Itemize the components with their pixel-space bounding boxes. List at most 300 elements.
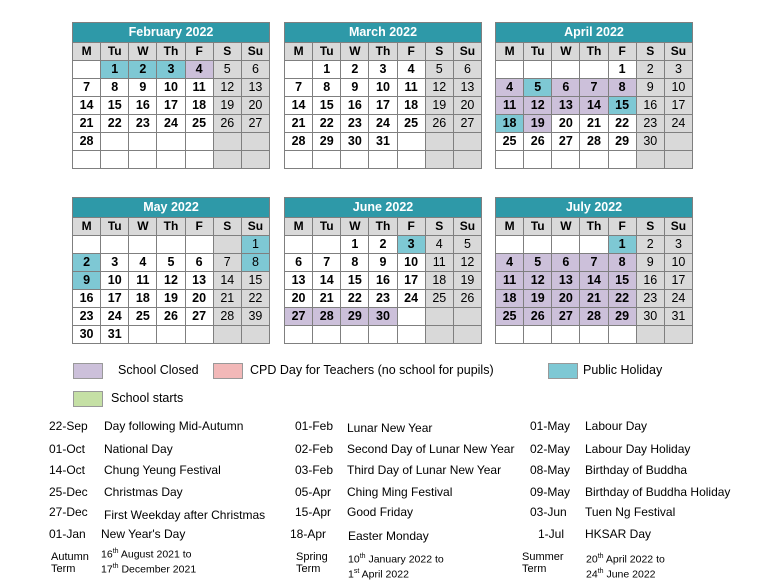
weekday-header: S [425, 218, 453, 236]
holiday-date: 09-May [530, 485, 571, 499]
empty-day-cell [496, 61, 524, 79]
day-cell: 23 [341, 115, 369, 133]
day-cell: 17 [101, 290, 129, 308]
empty-day-cell [453, 133, 481, 151]
holiday-name: Tuen Ng Festival [585, 505, 676, 519]
weekday-header: W [129, 218, 157, 236]
holiday-date: 03-Jun [530, 505, 567, 519]
day-cell: 1 [241, 236, 269, 254]
holiday-name: Good Friday [347, 505, 414, 519]
holiday-date: 01-Jan [49, 527, 86, 541]
term-spring-range [348, 551, 444, 580]
day-cell: 7 [580, 254, 608, 272]
holiday-name: Second Day of Lunar New Year [347, 442, 515, 456]
empty-day-cell [636, 326, 664, 344]
empty-day-cell [524, 236, 552, 254]
term-summer-range [586, 551, 665, 580]
empty-day-cell [397, 326, 425, 344]
empty-day-cell [580, 326, 608, 344]
day-cell: 23 [636, 115, 664, 133]
term-day: 1 [348, 568, 354, 580]
term-text: December 2021 [118, 563, 197, 575]
day-cell: 24 [369, 115, 397, 133]
day-cell: 24 [664, 115, 692, 133]
weekday-header: Th [580, 218, 608, 236]
empty-day-cell [524, 151, 552, 169]
empty-day-cell [313, 326, 341, 344]
day-cell: 26 [453, 290, 481, 308]
holiday-name: Christmas Day [104, 485, 183, 499]
day-cell: 9 [341, 79, 369, 97]
empty-day-cell [425, 133, 453, 151]
empty-day-cell [552, 151, 580, 169]
day-cell: 5 [157, 254, 185, 272]
term-suffix: th [112, 562, 119, 570]
day-cell: 6 [241, 61, 269, 79]
day-cell: 26 [157, 308, 185, 326]
holiday-date: 18-Apr [290, 527, 327, 541]
term-spring-label [296, 551, 328, 575]
legend-cpd-swatch [213, 363, 243, 379]
empty-day-cell [185, 236, 213, 254]
weekday-header: F [397, 43, 425, 61]
day-cell: 31 [101, 326, 129, 344]
day-cell: 1 [101, 61, 129, 79]
empty-day-cell [185, 326, 213, 344]
day-cell: 4 [496, 79, 524, 97]
empty-day-cell [524, 326, 552, 344]
day-cell: 21 [580, 115, 608, 133]
day-cell: 16 [636, 272, 664, 290]
term-label-line: Spring [296, 551, 328, 563]
day-cell: 14 [580, 272, 608, 290]
day-cell: 6 [552, 254, 580, 272]
weekday-header: W [341, 43, 369, 61]
day-cell: 30 [369, 308, 397, 326]
day-cell: 1 [608, 61, 636, 79]
day-cell: 2 [636, 61, 664, 79]
day-cell: 10 [397, 254, 425, 272]
day-cell: 22 [313, 115, 341, 133]
holiday-name: Third Day of Lunar New Year [347, 463, 502, 477]
day-cell: 27 [241, 115, 269, 133]
day-cell: 19 [213, 97, 241, 115]
day-cell: 16 [369, 272, 397, 290]
term-summer-label [522, 551, 564, 575]
holiday-name: Birthday of Buddha Holiday [585, 485, 731, 499]
day-cell: 1 [313, 61, 341, 79]
day-cell: 21 [580, 290, 608, 308]
day-cell: 11 [496, 97, 524, 115]
day-cell: 13 [552, 272, 580, 290]
legend-closed-label: School Closed [118, 363, 199, 377]
empty-day-cell [425, 326, 453, 344]
weekday-header: M [496, 43, 524, 61]
day-cell: 30 [73, 326, 101, 344]
month-table [284, 22, 482, 169]
day-cell: 26 [524, 308, 552, 326]
month-february [72, 22, 270, 169]
day-cell: 2 [341, 61, 369, 79]
day-cell: 27 [552, 133, 580, 151]
day-cell: 15 [341, 272, 369, 290]
weekday-header: Tu [313, 43, 341, 61]
day-cell: 5 [524, 254, 552, 272]
empty-day-cell [213, 133, 241, 151]
empty-day-cell [241, 326, 269, 344]
day-cell: 12 [524, 97, 552, 115]
day-cell: 7 [580, 79, 608, 97]
holiday-date: 01-Oct [49, 442, 86, 456]
day-cell: 25 [496, 133, 524, 151]
day-cell: 26 [524, 133, 552, 151]
day-cell: 27 [285, 308, 313, 326]
holiday-date: 08-May [530, 463, 571, 477]
day-cell: 17 [664, 97, 692, 115]
day-cell: 30 [636, 308, 664, 326]
empty-day-cell [129, 236, 157, 254]
day-cell: 21 [285, 115, 313, 133]
day-cell: 28 [580, 308, 608, 326]
empty-day-cell [636, 151, 664, 169]
day-cell: 20 [453, 97, 481, 115]
month-table [72, 197, 270, 344]
day-cell: 9 [369, 254, 397, 272]
month-july [495, 197, 693, 344]
empty-day-cell [453, 151, 481, 169]
empty-day-cell [285, 61, 313, 79]
day-cell: 2 [129, 61, 157, 79]
legend-cpd-label: CPD Day for Teachers (no school for pupils) [250, 363, 494, 377]
day-cell: 25 [129, 308, 157, 326]
legend-closed-swatch [73, 363, 103, 379]
day-cell: 14 [313, 272, 341, 290]
holiday-date: 15-Apr [295, 505, 332, 519]
day-cell: 24 [397, 290, 425, 308]
day-cell: 17 [664, 272, 692, 290]
empty-day-cell [101, 236, 129, 254]
month-table [284, 197, 482, 344]
term-day: 24 [586, 568, 598, 580]
day-cell: 18 [425, 272, 453, 290]
day-cell: 19 [425, 97, 453, 115]
day-cell: 7 [73, 79, 101, 97]
holiday-date: 02-Feb [295, 442, 334, 456]
empty-day-cell [425, 308, 453, 326]
empty-day-cell [524, 61, 552, 79]
holiday-name: HKSAR Day [585, 527, 652, 541]
weekday-header: F [608, 43, 636, 61]
day-cell: 23 [129, 115, 157, 133]
holiday-name: Birthday of Buddha [585, 463, 688, 477]
empty-day-cell [213, 236, 241, 254]
day-cell: 18 [185, 97, 213, 115]
weekday-header: S [636, 218, 664, 236]
empty-day-cell [341, 326, 369, 344]
day-cell: 28 [580, 133, 608, 151]
day-cell: 26 [425, 115, 453, 133]
day-cell: 3 [157, 61, 185, 79]
day-cell: 10 [369, 79, 397, 97]
day-cell: 22 [101, 115, 129, 133]
day-cell: 18 [496, 115, 524, 133]
empty-day-cell [285, 326, 313, 344]
empty-day-cell [101, 133, 129, 151]
empty-day-cell [453, 308, 481, 326]
term-suffix: th [112, 548, 119, 555]
empty-day-cell [285, 236, 313, 254]
day-cell: 24 [664, 290, 692, 308]
holiday-name: National Day [104, 442, 173, 456]
day-cell: 9 [636, 254, 664, 272]
empty-day-cell [608, 151, 636, 169]
day-cell: 2 [73, 254, 101, 272]
day-cell: 23 [369, 290, 397, 308]
empty-day-cell [73, 236, 101, 254]
term-label-line: Term [522, 563, 547, 575]
weekday-header: F [397, 218, 425, 236]
empty-day-cell [664, 326, 692, 344]
weekday-header: F [608, 218, 636, 236]
month-title: June 2022 [285, 198, 482, 218]
day-cell: 12 [213, 79, 241, 97]
weekday-header: M [496, 218, 524, 236]
month-june [284, 197, 482, 344]
day-cell: 3 [369, 61, 397, 79]
holiday-date: 03-Feb [295, 463, 334, 477]
day-cell: 1 [341, 236, 369, 254]
day-cell: 20 [185, 290, 213, 308]
day-cell: 8 [101, 79, 129, 97]
term-range-line [586, 566, 665, 581]
month-april [495, 22, 693, 169]
term-text: August 2021 to [118, 548, 192, 561]
day-cell: 3 [664, 236, 692, 254]
empty-day-cell [241, 151, 269, 169]
empty-day-cell [313, 236, 341, 254]
day-cell: 4 [496, 254, 524, 272]
weekday-header: Tu [313, 218, 341, 236]
day-cell: 5 [524, 79, 552, 97]
month-table [72, 22, 270, 169]
holiday-name: Labour Day [585, 419, 648, 433]
day-cell: 12 [157, 272, 185, 290]
day-cell: 8 [241, 254, 269, 272]
term-suffix: th [359, 553, 366, 560]
day-cell: 21 [313, 290, 341, 308]
day-cell: 27 [552, 308, 580, 326]
empty-day-cell [580, 236, 608, 254]
day-cell: 4 [129, 254, 157, 272]
term-autumn-range [101, 546, 196, 575]
weekday-header: W [129, 43, 157, 61]
day-cell: 7 [285, 79, 313, 97]
term-range-line [101, 546, 196, 561]
day-cell: 7 [313, 254, 341, 272]
holiday-name: New Year's Day [101, 527, 186, 541]
day-cell: 29 [313, 133, 341, 151]
weekday-header: S [636, 43, 664, 61]
day-cell: 3 [397, 236, 425, 254]
day-cell: 11 [185, 79, 213, 97]
day-cell: 10 [664, 254, 692, 272]
day-cell: 9 [73, 272, 101, 290]
empty-day-cell [101, 151, 129, 169]
holiday-date: 1-Jul [538, 527, 565, 541]
empty-day-cell [157, 236, 185, 254]
weekday-header: M [73, 43, 101, 61]
weekday-header: Tu [524, 43, 552, 61]
empty-day-cell [129, 151, 157, 169]
legend-holiday-label: Public Holiday [583, 363, 663, 377]
term-day: 10 [348, 553, 360, 566]
holiday-date: 27-Dec [49, 505, 88, 519]
legend-starts-label: School starts [111, 391, 184, 405]
day-cell: 2 [636, 236, 664, 254]
day-cell: 16 [341, 97, 369, 115]
empty-day-cell [552, 61, 580, 79]
day-cell: 19 [157, 290, 185, 308]
term-text: June 2022 [603, 568, 656, 580]
day-cell: 25 [397, 115, 425, 133]
weekday-header: W [552, 43, 580, 61]
day-cell: 17 [157, 97, 185, 115]
day-cell: 20 [241, 97, 269, 115]
empty-day-cell [241, 133, 269, 151]
day-cell: 29 [608, 133, 636, 151]
empty-day-cell [369, 151, 397, 169]
day-cell: 8 [608, 254, 636, 272]
day-cell: 9 [636, 79, 664, 97]
empty-day-cell [397, 133, 425, 151]
legend-starts-swatch [73, 391, 103, 407]
empty-day-cell [157, 151, 185, 169]
day-cell: 22 [241, 290, 269, 308]
day-cell: 6 [453, 61, 481, 79]
term-autumn-label [51, 551, 89, 575]
weekday-header: F [185, 43, 213, 61]
day-cell: 15 [313, 97, 341, 115]
month-title: March 2022 [285, 23, 482, 43]
legend-holiday-swatch [548, 363, 578, 379]
day-cell: 14 [213, 272, 241, 290]
empty-day-cell [580, 61, 608, 79]
weekday-header: S [213, 218, 241, 236]
day-cell: 18 [129, 290, 157, 308]
holiday-name: Chung Yeung Festival [104, 463, 221, 477]
weekday-header: Th [157, 43, 185, 61]
empty-day-cell [185, 133, 213, 151]
day-cell: 6 [185, 254, 213, 272]
weekday-header: Su [664, 43, 692, 61]
term-suffix: st [353, 567, 360, 575]
day-cell: 5 [213, 61, 241, 79]
empty-day-cell [496, 236, 524, 254]
weekday-header: Su [453, 43, 481, 61]
holiday-date: 14-Oct [49, 463, 86, 477]
holiday-name: Labour Day Holiday [585, 442, 691, 456]
empty-day-cell [664, 133, 692, 151]
weekday-header: Su [664, 218, 692, 236]
month-title: February 2022 [73, 23, 270, 43]
term-label-line: Term [51, 563, 76, 575]
day-cell: 28 [313, 308, 341, 326]
weekday-header: Su [453, 218, 481, 236]
empty-day-cell [313, 151, 341, 169]
day-cell: 1 [608, 236, 636, 254]
day-cell: 14 [73, 97, 101, 115]
weekday-header: F [185, 218, 213, 236]
day-cell: 10 [101, 272, 129, 290]
empty-day-cell [73, 151, 101, 169]
empty-day-cell [453, 326, 481, 344]
day-cell: 8 [313, 79, 341, 97]
holiday-name: First Weekday after Christmas [104, 508, 266, 522]
day-cell: 29 [608, 308, 636, 326]
month-title: July 2022 [496, 198, 693, 218]
day-cell: 4 [425, 236, 453, 254]
day-cell: 2 [369, 236, 397, 254]
weekday-header: M [285, 43, 313, 61]
day-cell: 18 [397, 97, 425, 115]
holiday-date: 05-Apr [295, 485, 332, 499]
empty-day-cell [213, 326, 241, 344]
day-cell: 19 [453, 272, 481, 290]
day-cell: 16 [129, 97, 157, 115]
day-cell: 12 [425, 79, 453, 97]
empty-day-cell [285, 151, 313, 169]
day-cell: 6 [552, 79, 580, 97]
day-cell: 30 [636, 133, 664, 151]
holiday-date: 02-May [530, 442, 571, 456]
day-cell: 25 [496, 308, 524, 326]
term-text: April 2022 to [603, 553, 665, 566]
term-label-line: Term [296, 563, 321, 575]
holiday-date: 22-Sep [49, 419, 88, 433]
weekday-header: M [73, 218, 101, 236]
weekday-header: S [425, 43, 453, 61]
holiday-name: Day following Mid-Autumn [104, 419, 244, 433]
term-text: April 2022 [359, 568, 409, 580]
empty-day-cell [157, 326, 185, 344]
day-cell: 17 [369, 97, 397, 115]
empty-day-cell [496, 151, 524, 169]
day-cell: 13 [185, 272, 213, 290]
day-cell: 13 [453, 79, 481, 97]
day-cell: 9 [129, 79, 157, 97]
day-cell: 21 [213, 290, 241, 308]
day-cell: 15 [608, 272, 636, 290]
month-table [495, 197, 693, 344]
day-cell: 11 [129, 272, 157, 290]
day-cell: 7 [213, 254, 241, 272]
empty-day-cell [496, 326, 524, 344]
day-cell: 10 [664, 79, 692, 97]
day-cell: 25 [425, 290, 453, 308]
day-cell: 19 [524, 115, 552, 133]
day-cell: 4 [397, 61, 425, 79]
term-day: 20 [586, 553, 598, 566]
holiday-name: Lunar New Year [347, 421, 433, 435]
day-cell: 13 [241, 79, 269, 97]
month-title: May 2022 [73, 198, 270, 218]
day-cell: 28 [213, 308, 241, 326]
day-cell: 23 [73, 308, 101, 326]
month-may [72, 197, 270, 344]
empty-day-cell [73, 61, 101, 79]
day-cell: 29 [341, 308, 369, 326]
empty-day-cell [129, 133, 157, 151]
